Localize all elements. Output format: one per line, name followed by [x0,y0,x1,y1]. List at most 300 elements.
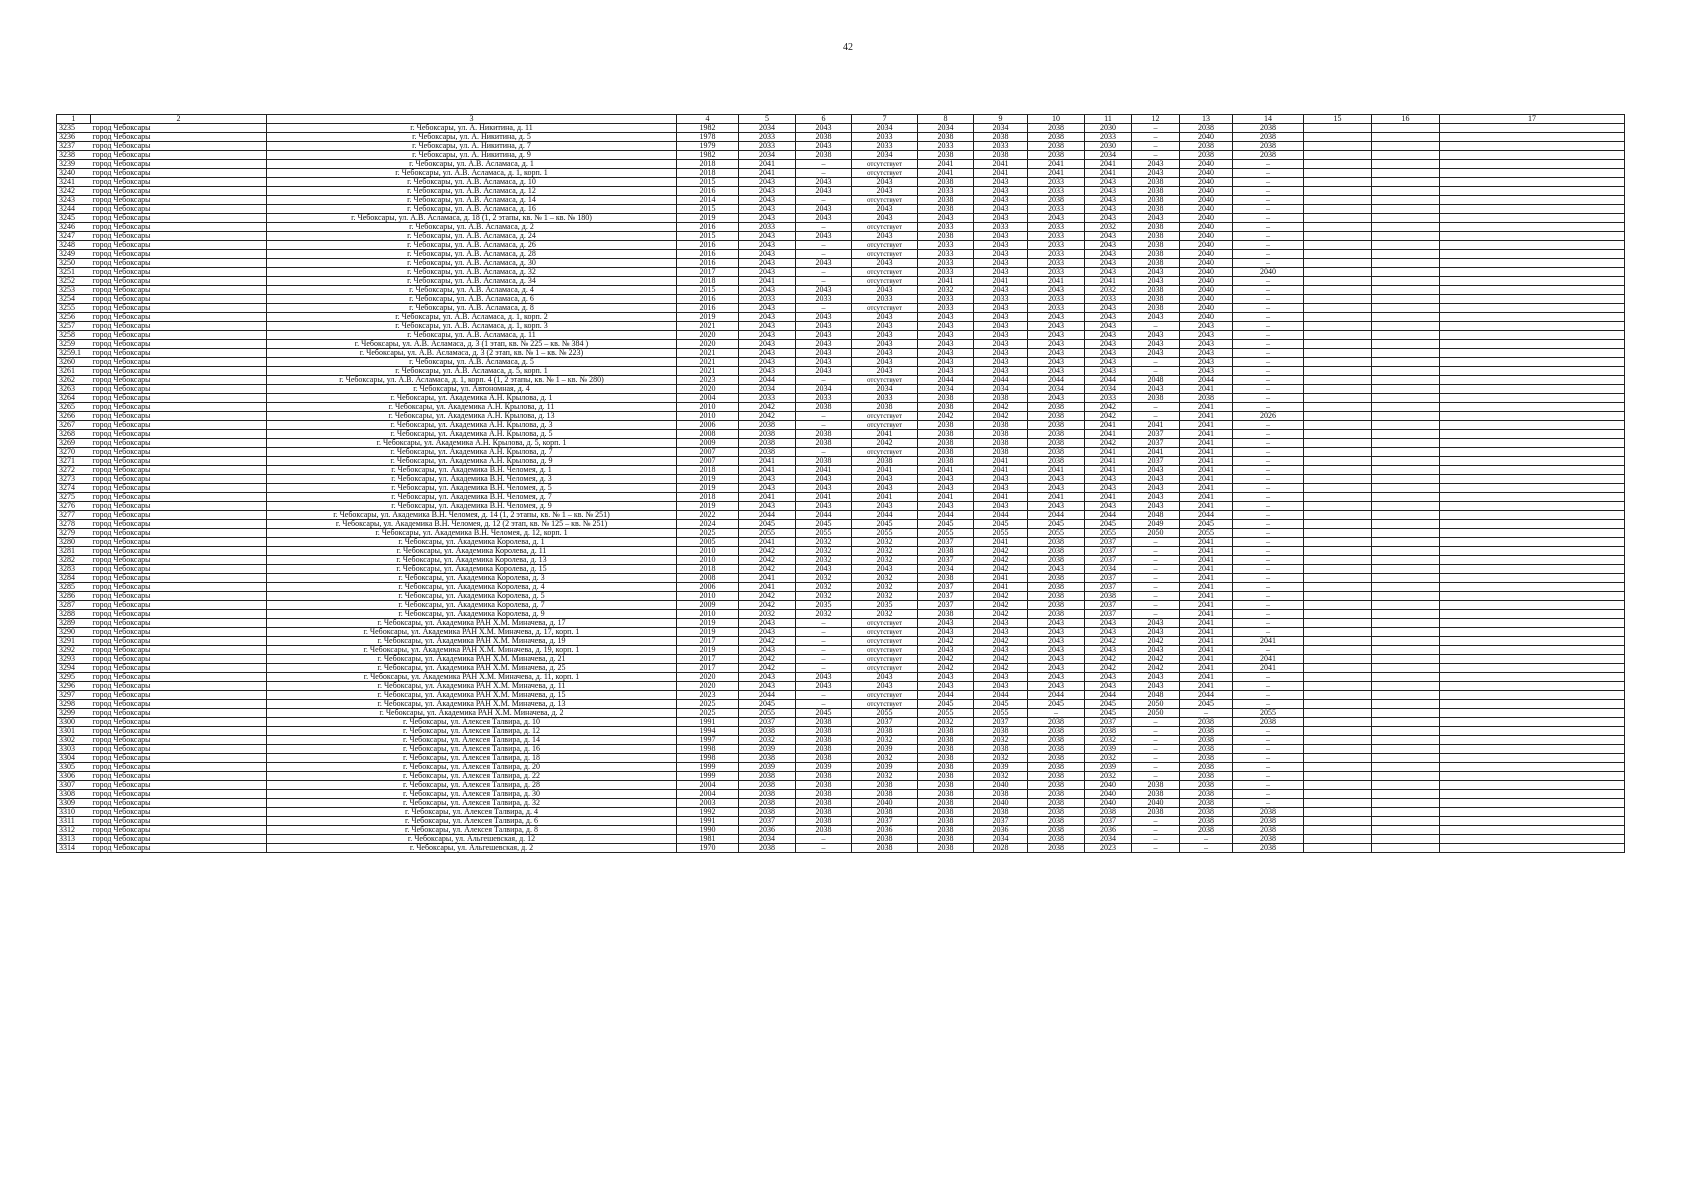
cell-municipality: город Чебоксары [91,502,267,511]
cell-col-11: 2045 [1085,700,1132,709]
cell-col-7: 2037 [852,817,918,826]
cell-col-16 [1372,682,1440,691]
table-row [57,844,1625,853]
cell-col-14: 2038 [1233,133,1304,142]
cell-col-17 [1440,268,1625,277]
table-row [57,601,1625,610]
cell-col-14: – [1233,295,1304,304]
cell-address: г. Чебоксары, ул. Академика В.Н. Челомея, д. 3 [267,475,677,484]
cell-col-7: отсутствует [852,655,918,664]
cell-col-12: 2041 [1132,448,1180,457]
cell-col-5: 2043 [739,214,796,223]
cell-row-number: 3250 [57,259,91,268]
column-header-12: 12 [1132,115,1180,124]
cell-year-built: 1999 [677,763,739,772]
cell-col-12: – [1132,367,1180,376]
cell-col-8: 2038 [918,790,974,799]
cell-col-9: 2042 [974,610,1028,619]
column-header-1: 1 [57,115,91,124]
cell-col-13: 2040 [1180,178,1233,187]
cell-col-12: 2043 [1132,268,1180,277]
cell-municipality: город Чебоксары [91,268,267,277]
cell-col-7: отсутствует [852,619,918,628]
cell-row-number: 3272 [57,466,91,475]
cell-col-17 [1440,187,1625,196]
cell-col-14: – [1233,403,1304,412]
cell-col-15 [1304,502,1372,511]
cell-col-15 [1304,169,1372,178]
cell-col-8: 2045 [918,700,974,709]
cell-col-8: 2038 [918,574,974,583]
cell-col-7: 2038 [852,808,918,817]
cell-col-6: – [796,223,852,232]
cell-col-5: 2038 [739,844,796,853]
cell-col-16 [1372,799,1440,808]
cell-col-15 [1304,574,1372,583]
cell-col-12: – [1132,592,1180,601]
cell-col-12: – [1132,556,1180,565]
cell-col-14: – [1233,691,1304,700]
cell-col-14: – [1233,799,1304,808]
cell-row-number: 3284 [57,574,91,583]
cell-row-number: 3262 [57,376,91,385]
cell-address: г. Чебоксары, ул. Академика РАН Х.М. Миначева, д. 11, корп. 1 [267,673,677,682]
cell-year-built: 2004 [677,781,739,790]
cell-col-17 [1440,646,1625,655]
table-row [57,448,1625,457]
cell-col-11: 2043 [1085,178,1132,187]
cell-col-8: 2038 [918,817,974,826]
cell-col-11: 2043 [1085,502,1132,511]
cell-col-15 [1304,736,1372,745]
table-row [57,277,1625,286]
cell-col-10: 2033 [1028,268,1085,277]
cell-year-built: 2018 [677,160,739,169]
cell-col-13: 2041 [1180,475,1233,484]
table-row [57,808,1625,817]
cell-col-9: 2038 [974,745,1028,754]
cell-col-9: 2043 [974,367,1028,376]
cell-municipality: город Чебоксары [91,349,267,358]
cell-row-number: 3259 [57,340,91,349]
cell-col-6: 2043 [796,367,852,376]
cell-col-15 [1304,664,1372,673]
cell-col-6: – [796,277,852,286]
column-header-7: 7 [852,115,918,124]
cell-col-12: – [1132,727,1180,736]
cell-col-8: 2043 [918,484,974,493]
cell-col-17 [1440,691,1625,700]
cell-col-17 [1440,583,1625,592]
table-row [57,124,1625,133]
cell-municipality: город Чебоксары [91,601,267,610]
cell-col-8: 2034 [918,124,974,133]
cell-col-10: 2038 [1028,403,1085,412]
cell-col-12: 2043 [1132,349,1180,358]
cell-col-16 [1372,160,1440,169]
cell-col-10: 2038 [1028,718,1085,727]
cell-address: г. Чебоксары, ул. Академика Королева, д. 1 [267,538,677,547]
cell-address: г. Чебоксары, ул. Академика РАН Х.М. Миначева, д. 17, корп. 1 [267,628,677,637]
cell-municipality: город Чебоксары [91,520,267,529]
cell-col-11: 2045 [1085,520,1132,529]
cell-year-built: 2003 [677,799,739,808]
cell-year-built: 2017 [677,655,739,664]
cell-col-6: 2043 [796,484,852,493]
cell-col-7: 2043 [852,232,918,241]
cell-col-11: 2032 [1085,736,1132,745]
cell-col-8: 2033 [918,295,974,304]
cell-col-7: 2038 [852,790,918,799]
cell-address: г. Чебоксары, ул. А.В. Асламаса, д. 4 [267,286,677,295]
cell-col-12: 2038 [1132,808,1180,817]
table-row [57,331,1625,340]
cell-address: г. Чебоксары, ул. Альгешевская, д. 2 [267,844,677,853]
cell-address: г. Чебоксары, ул. Академика Королева, д. 13 [267,556,677,565]
cell-col-12: 2038 [1132,790,1180,799]
cell-col-10: 2038 [1028,790,1085,799]
table-row [57,637,1625,646]
cell-col-14: – [1233,565,1304,574]
cell-col-17 [1440,421,1625,430]
cell-col-14: – [1233,781,1304,790]
cell-col-8: 2038 [918,754,974,763]
cell-col-17 [1440,754,1625,763]
cell-col-8: 2038 [918,727,974,736]
table-row [57,826,1625,835]
cell-row-number: 3245 [57,214,91,223]
cell-col-11: 2037 [1085,574,1132,583]
cell-address: г. Чебоксары, ул. Академика В.Н. Челомея, д. 5 [267,484,677,493]
cell-col-16 [1372,421,1440,430]
table-row [57,772,1625,781]
cell-col-10: 2038 [1028,772,1085,781]
cell-municipality: город Чебоксары [91,772,267,781]
cell-row-number: 3273 [57,475,91,484]
cell-address: г. Чебоксары, ул. Алексея Талвира, д. 20 [267,763,677,772]
cell-col-8: 2033 [918,142,974,151]
cell-address: г. Чебоксары, ул. Алексея Талвира, д. 12 [267,727,677,736]
table-row [57,655,1625,664]
cell-row-number: 3270 [57,448,91,457]
cell-col-16 [1372,502,1440,511]
cell-address: г. Чебоксары, ул. Академика РАН Х.М. Миначева, д. 19, корп. 1 [267,646,677,655]
cell-col-13: 2040 [1180,295,1233,304]
cell-col-10: 2043 [1028,565,1085,574]
cell-col-9: 2041 [974,169,1028,178]
cell-address: г. Чебоксары, ул. А.В. Асламаса, д. 14 [267,196,677,205]
cell-col-12: 2038 [1132,223,1180,232]
cell-col-12: 2042 [1132,655,1180,664]
cell-col-8: 2037 [918,592,974,601]
cell-col-16 [1372,610,1440,619]
cell-year-built: 2015 [677,205,739,214]
cell-col-10: 2043 [1028,322,1085,331]
cell-col-10: 2043 [1028,367,1085,376]
cell-col-5: 2032 [739,736,796,745]
cell-row-number: 3251 [57,268,91,277]
cell-col-11: 2043 [1085,646,1132,655]
cell-col-15 [1304,520,1372,529]
cell-col-14: – [1233,646,1304,655]
cell-col-5: 2055 [739,529,796,538]
column-header-9: 9 [974,115,1028,124]
cell-col-15 [1304,475,1372,484]
cell-col-16 [1372,754,1440,763]
cell-col-13: 2043 [1180,331,1233,340]
cell-col-14: – [1233,376,1304,385]
cell-col-16 [1372,223,1440,232]
cell-col-5: 2043 [739,187,796,196]
housing-table-container [56,114,1624,853]
cell-col-15 [1304,250,1372,259]
cell-col-9: 2042 [974,412,1028,421]
cell-address: г. Чебоксары, ул. А.В. Асламаса, д. 28 [267,250,677,259]
cell-year-built: 2006 [677,421,739,430]
cell-col-8: 2038 [918,745,974,754]
cell-col-11: 2043 [1085,673,1132,682]
column-header-4: 4 [677,115,739,124]
cell-municipality: город Чебоксары [91,754,267,763]
cell-col-14: – [1233,439,1304,448]
cell-row-number: 3305 [57,763,91,772]
cell-col-8: 2043 [918,340,974,349]
cell-col-12: 2043 [1132,628,1180,637]
cell-col-16 [1372,583,1440,592]
cell-municipality: город Чебоксары [91,718,267,727]
cell-col-17 [1440,610,1625,619]
table-row [57,691,1625,700]
cell-col-5: 2034 [739,124,796,133]
cell-col-16 [1372,439,1440,448]
cell-col-16 [1372,664,1440,673]
table-row [57,232,1625,241]
cell-col-8: 2042 [918,412,974,421]
cell-col-16 [1372,196,1440,205]
cell-col-8: 2043 [918,619,974,628]
cell-year-built: 2007 [677,457,739,466]
cell-address: г. Чебоксары, ул. Альгешевская, д. 12 [267,835,677,844]
cell-col-16 [1372,700,1440,709]
cell-col-15 [1304,430,1372,439]
cell-col-11: 2043 [1085,682,1132,691]
cell-row-number: 3301 [57,727,91,736]
cell-col-7: 2032 [852,772,918,781]
cell-col-14: – [1233,682,1304,691]
cell-col-8: 2043 [918,331,974,340]
cell-col-11: 2038 [1085,808,1132,817]
table-row [57,313,1625,322]
cell-col-17 [1440,340,1625,349]
cell-col-10: 2038 [1028,547,1085,556]
cell-year-built: 2018 [677,169,739,178]
cell-col-5: 2034 [739,151,796,160]
cell-col-17 [1440,457,1625,466]
cell-address: г. Чебоксары, ул. Алексея Талвира, д. 8 [267,826,677,835]
cell-row-number: 3237 [57,142,91,151]
cell-col-7: 2032 [852,610,918,619]
cell-col-9: 2043 [974,304,1028,313]
cell-col-13: 2041 [1180,601,1233,610]
cell-municipality: город Чебоксары [91,745,267,754]
cell-col-11: 2043 [1085,214,1132,223]
cell-col-5: 2033 [739,133,796,142]
cell-col-15 [1304,799,1372,808]
cell-col-16 [1372,565,1440,574]
cell-col-5: 2045 [739,700,796,709]
cell-col-17 [1440,313,1625,322]
cell-col-16 [1372,277,1440,286]
cell-col-12: – [1132,817,1180,826]
cell-col-13: 2040 [1180,223,1233,232]
cell-col-5: 2043 [739,484,796,493]
cell-row-number: 3309 [57,799,91,808]
cell-row-number: 3268 [57,430,91,439]
cell-row-number: 3280 [57,538,91,547]
cell-col-12: 2043 [1132,340,1180,349]
cell-col-8: 2038 [918,196,974,205]
cell-col-10: 2038 [1028,610,1085,619]
cell-year-built: 2016 [677,304,739,313]
table-row [57,484,1625,493]
cell-col-6: 2045 [796,709,852,718]
cell-col-7: отсутствует [852,196,918,205]
cell-col-8: 2038 [918,178,974,187]
cell-col-9: 2037 [974,817,1028,826]
cell-col-9: 2041 [974,277,1028,286]
cell-municipality: город Чебоксары [91,691,267,700]
table-row [57,727,1625,736]
cell-col-17 [1440,358,1625,367]
table-row [57,412,1625,421]
cell-col-10: 2044 [1028,511,1085,520]
cell-col-7: отсутствует [852,628,918,637]
cell-col-17 [1440,718,1625,727]
cell-col-8: 2034 [918,565,974,574]
cell-col-14: – [1233,196,1304,205]
cell-municipality: город Чебоксары [91,412,267,421]
cell-col-16 [1372,709,1440,718]
table-row [57,529,1625,538]
cell-address: г. Чебоксары, ул. Алексея Талвира, д. 16 [267,745,677,754]
cell-col-5: 2043 [739,646,796,655]
cell-col-8: 2038 [918,439,974,448]
cell-address: г. Чебоксары, ул. Академика В.Н. Челомея, д. 7 [267,493,677,502]
cell-col-16 [1372,520,1440,529]
cell-year-built: 2019 [677,214,739,223]
cell-col-7: 2043 [852,214,918,223]
cell-address: г. Чебоксары, ул. А.В. Асламаса, д. 26 [267,241,677,250]
cell-col-11: 2032 [1085,772,1132,781]
cell-row-number: 3278 [57,520,91,529]
cell-col-15 [1304,304,1372,313]
cell-row-number: 3235 [57,124,91,133]
cell-col-17 [1440,574,1625,583]
cell-col-9: 2032 [974,772,1028,781]
cell-col-11: 2043 [1085,232,1132,241]
cell-row-number: 3275 [57,493,91,502]
cell-col-11: 2044 [1085,376,1132,385]
table-row [57,151,1625,160]
cell-col-7: 2043 [852,565,918,574]
cell-col-6: 2038 [796,736,852,745]
cell-col-5: 2034 [739,385,796,394]
cell-col-9: 2041 [974,538,1028,547]
cell-col-11: 2030 [1085,142,1132,151]
cell-col-11: 2039 [1085,745,1132,754]
cell-col-16 [1372,466,1440,475]
cell-col-17 [1440,529,1625,538]
cell-col-15 [1304,133,1372,142]
cell-col-7: отсутствует [852,160,918,169]
cell-col-17 [1440,142,1625,151]
cell-col-16 [1372,547,1440,556]
cell-col-11: 2042 [1085,439,1132,448]
cell-row-number: 3294 [57,664,91,673]
cell-col-16 [1372,241,1440,250]
cell-year-built: 2010 [677,403,739,412]
cell-col-13: 2045 [1180,520,1233,529]
cell-col-8: 2038 [918,421,974,430]
cell-col-16 [1372,403,1440,412]
cell-col-11: 2023 [1085,844,1132,853]
cell-col-15 [1304,241,1372,250]
cell-col-14: – [1233,754,1304,763]
cell-col-10: 2038 [1028,745,1085,754]
cell-col-5: 2043 [739,250,796,259]
cell-col-10: 2038 [1028,799,1085,808]
cell-year-built: 2024 [677,520,739,529]
cell-col-7: отсутствует [852,646,918,655]
cell-municipality: город Чебоксары [91,457,267,466]
table-row [57,592,1625,601]
cell-row-number: 3283 [57,565,91,574]
column-header-3: 3 [267,115,677,124]
cell-col-11: 2044 [1085,511,1132,520]
cell-col-17 [1440,277,1625,286]
cell-row-number: 3276 [57,502,91,511]
cell-row-number: 3254 [57,295,91,304]
cell-col-5: 2043 [739,304,796,313]
cell-col-17 [1440,772,1625,781]
cell-col-11: 2043 [1085,358,1132,367]
cell-year-built: 2020 [677,385,739,394]
table-row [57,619,1625,628]
cell-col-10: 2038 [1028,412,1085,421]
table-row [57,475,1625,484]
cell-col-6: 2032 [796,610,852,619]
cell-row-number: 3255 [57,304,91,313]
cell-col-16 [1372,601,1440,610]
cell-col-15 [1304,637,1372,646]
cell-col-10: 2038 [1028,808,1085,817]
cell-col-5: 2033 [739,295,796,304]
cell-municipality: город Чебоксары [91,538,267,547]
cell-col-17 [1440,250,1625,259]
cell-col-8: 2043 [918,673,974,682]
cell-col-16 [1372,808,1440,817]
cell-col-16 [1372,340,1440,349]
cell-municipality: город Чебоксары [91,844,267,853]
cell-col-7: 2032 [852,538,918,547]
cell-col-6: 2055 [796,529,852,538]
cell-col-9: 2042 [974,601,1028,610]
cell-municipality: город Чебоксары [91,565,267,574]
cell-municipality: город Чебоксары [91,151,267,160]
cell-col-9: 2042 [974,547,1028,556]
cell-col-11: 2043 [1085,313,1132,322]
cell-col-6: 2043 [796,340,852,349]
